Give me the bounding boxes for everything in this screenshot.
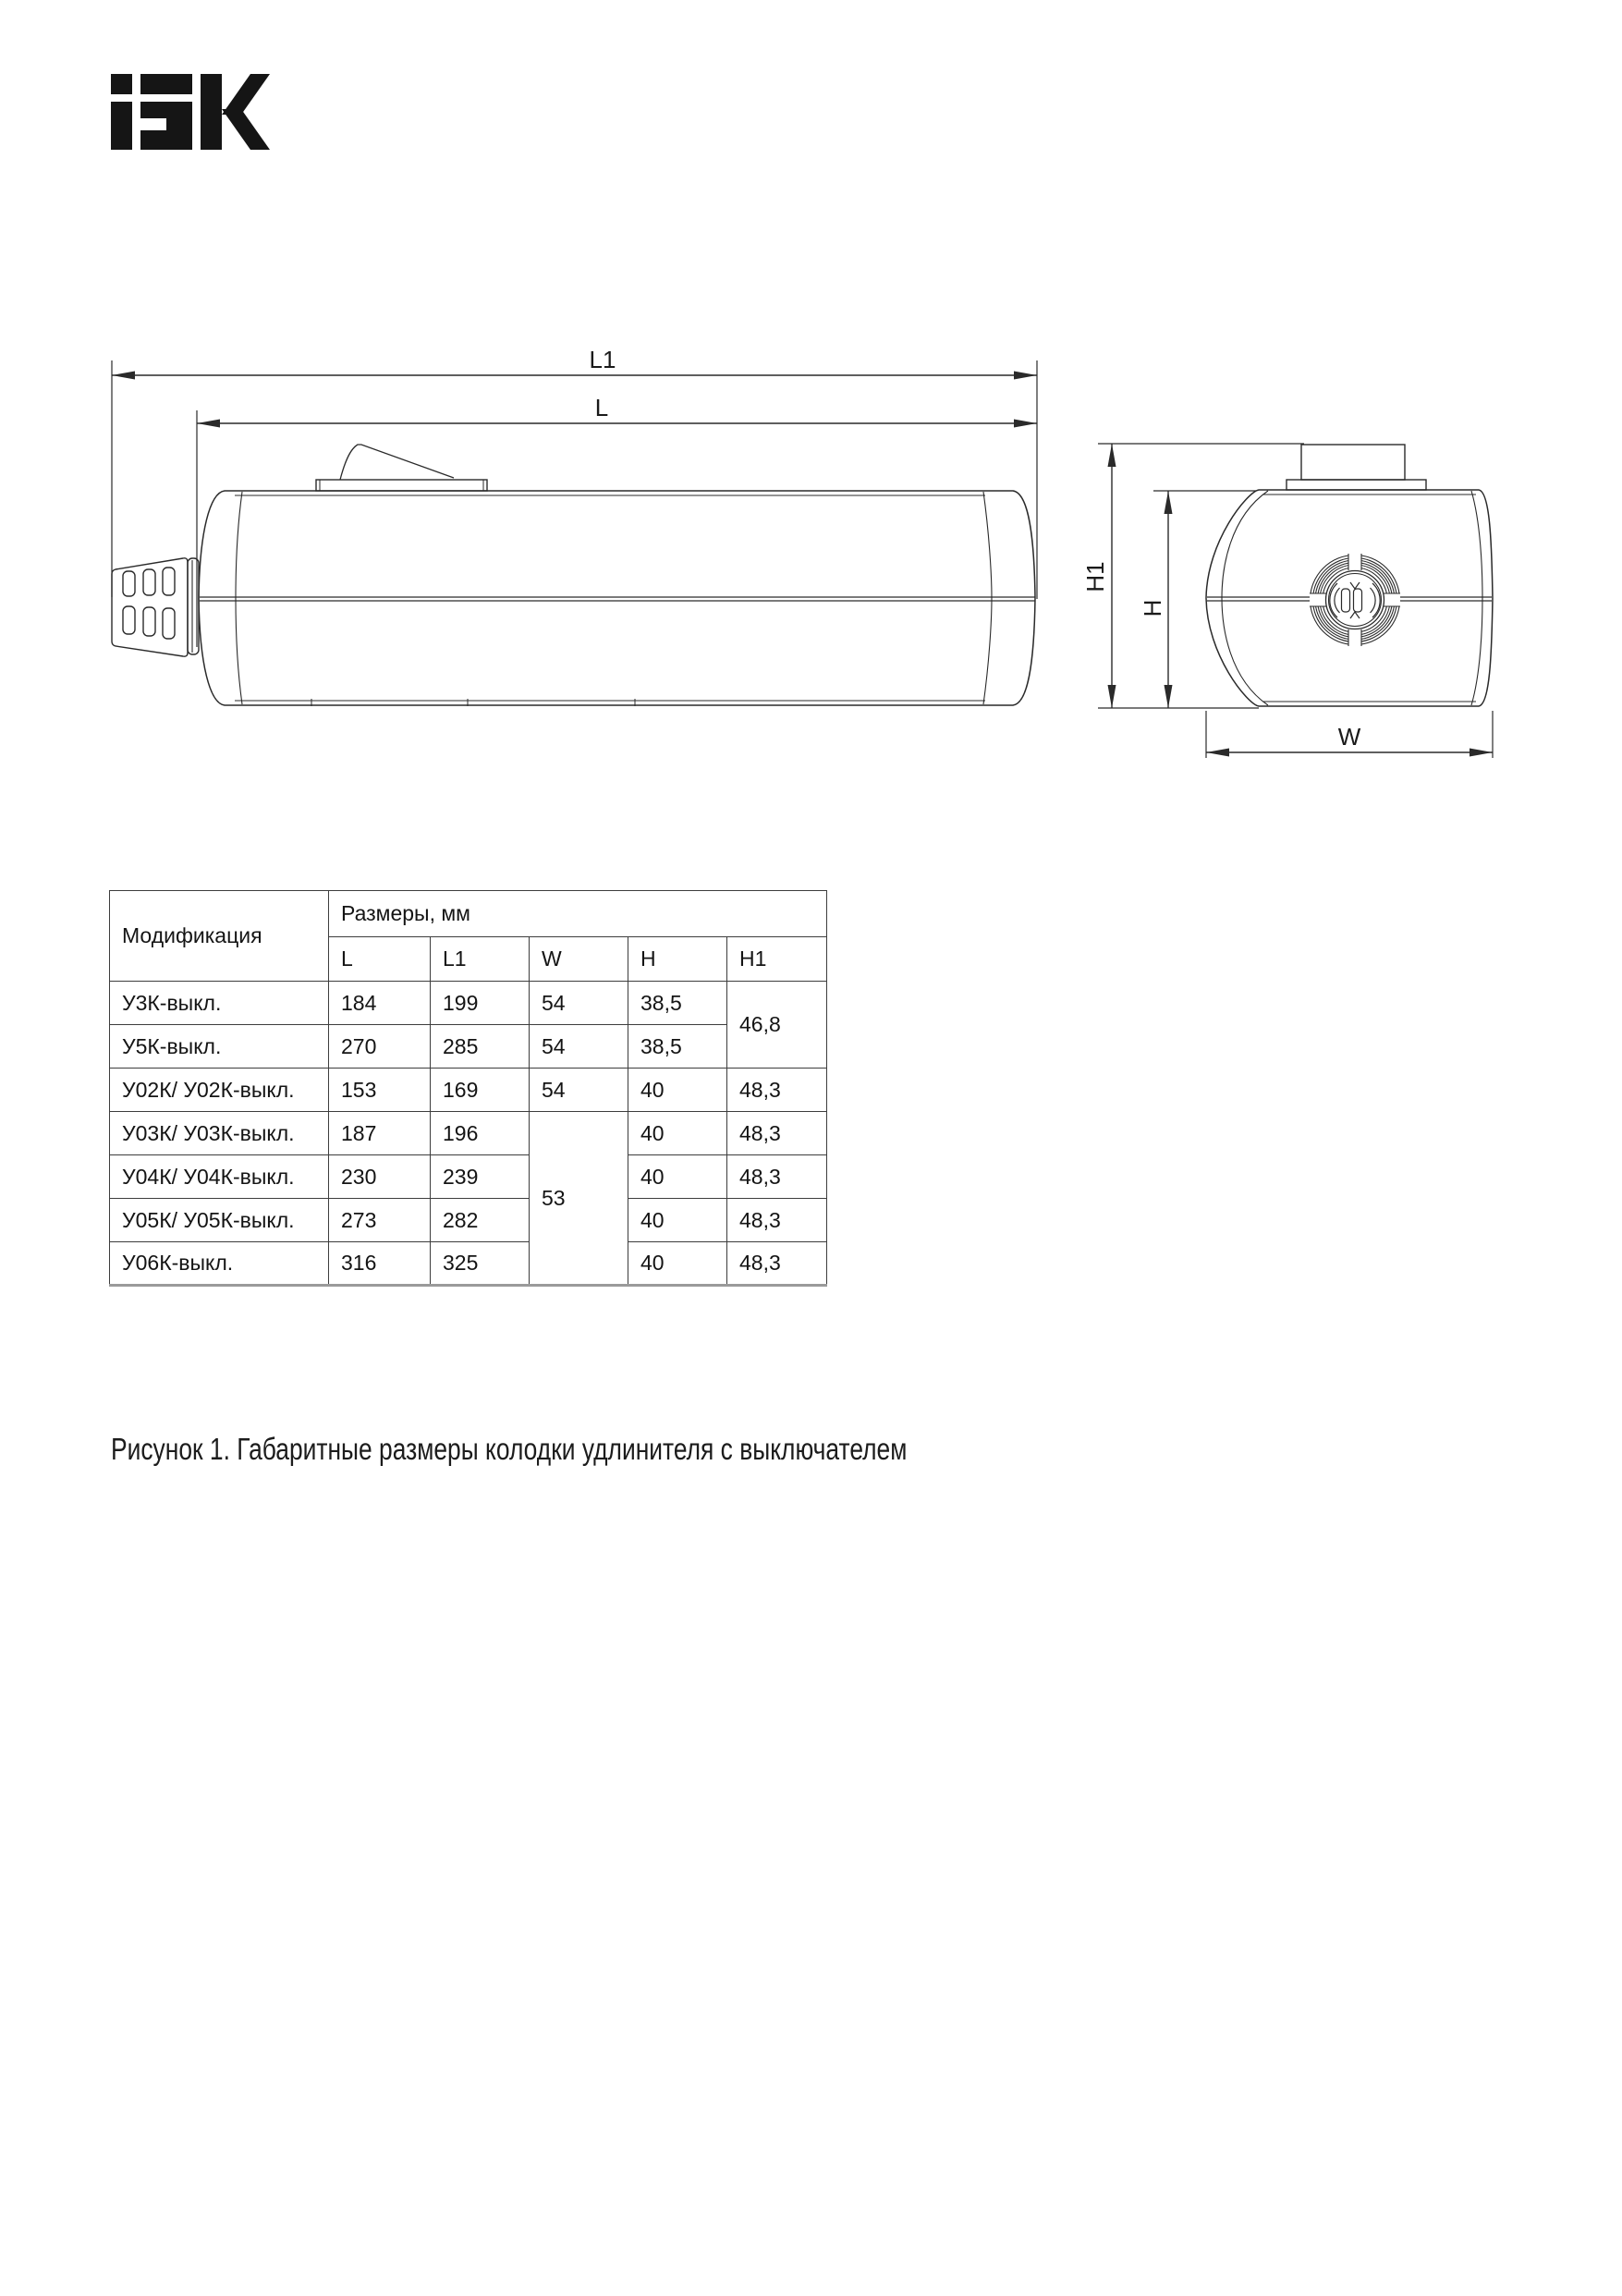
cell-h: 40: [628, 1155, 727, 1199]
header-h: H: [628, 937, 727, 982]
cell-w-merged: 53: [530, 1112, 628, 1286]
dim-label-h1: H1: [1081, 561, 1109, 592]
cell-name: У3К-выкл.: [110, 982, 329, 1025]
cell-h1: 48,3: [727, 1155, 827, 1199]
cell-name: У5К-выкл.: [110, 1025, 329, 1069]
header-h1: H1: [727, 937, 827, 982]
header-l1: L1: [431, 937, 530, 982]
dim-line-h: [1165, 491, 1173, 708]
dimension-labels: [590, 346, 1361, 751]
cell-l1: 285: [431, 1025, 530, 1069]
header-l: L: [329, 937, 431, 982]
cell-l: 273: [329, 1199, 431, 1242]
cell-h1: 48,3: [727, 1242, 827, 1286]
dimensions-table: [109, 890, 827, 1287]
table-row-u04k: [110, 1155, 827, 1199]
dim-label-l: L: [594, 394, 609, 421]
header-w: W: [530, 937, 628, 982]
header-modification: Модификация: [110, 891, 329, 982]
cell-l1: 169: [431, 1069, 530, 1112]
cell-h1: 48,3: [727, 1112, 827, 1155]
cell-h1: 48,3: [727, 1069, 827, 1112]
iek-logo-icon: [111, 74, 270, 150]
cell-h: 40: [628, 1069, 727, 1112]
cell-h: 40: [628, 1242, 727, 1286]
cell-h1-merged: 46,8: [727, 982, 827, 1069]
table-header-row-1: [110, 891, 827, 937]
socket-face: [1310, 554, 1400, 646]
table-row-u02k: [110, 1069, 827, 1112]
plug-pins: [1330, 582, 1380, 618]
cell-name: У05К/ У05К-выкл.: [110, 1199, 329, 1242]
cell-l: 153: [329, 1069, 431, 1112]
cell-h: 40: [628, 1112, 727, 1155]
cell-name: У02К/ У02К-выкл.: [110, 1069, 329, 1112]
table-row-u3k: [110, 982, 827, 1025]
table-row-u03k: [110, 1112, 827, 1155]
dim-label-l1: L1: [589, 346, 616, 373]
cell-w: 54: [530, 1069, 628, 1112]
cell-name: У04К/ У04К-выкл.: [110, 1155, 329, 1199]
cell-l1: 196: [431, 1112, 530, 1155]
strip-body-side: [199, 491, 1035, 706]
cell-l: 187: [329, 1112, 431, 1155]
cell-l1: 239: [431, 1155, 530, 1199]
dim-label-w: W: [1337, 723, 1361, 751]
cell-h: 40: [628, 1199, 727, 1242]
rocker-switch-end: [1287, 445, 1426, 490]
cable-gland: [112, 558, 199, 656]
header-sizes-group: Размеры, мм: [329, 891, 827, 937]
cell-l1: 282: [431, 1199, 530, 1242]
side-view-drawing: [112, 360, 1037, 706]
dim-line-l: [197, 420, 1037, 428]
cell-l1: 199: [431, 982, 530, 1025]
cell-h1: 48,3: [727, 1199, 827, 1242]
table-row-u06k: [110, 1242, 827, 1286]
cell-h: 38,5: [628, 982, 727, 1025]
dim-line-l1: [112, 372, 1037, 380]
cell-l: 230: [329, 1155, 431, 1199]
cell-w: 54: [530, 982, 628, 1025]
figure-caption: Рисунок 1. Габаритные размеры колодки удлинителя с выключателем: [111, 1432, 908, 1466]
table-row-u5k: [110, 1025, 827, 1069]
cell-name: У03К/ У03К-выкл.: [110, 1112, 329, 1155]
dim-label-h: H: [1139, 599, 1166, 617]
cell-l1: 325: [431, 1242, 530, 1286]
cell-w: 54: [530, 1025, 628, 1069]
cell-h: 38,5: [628, 1025, 727, 1069]
rocker-switch-side: [316, 445, 487, 491]
extension-lines-side: [112, 360, 1037, 647]
table-row-u05k: [110, 1199, 827, 1242]
cell-name: У06К-выкл.: [110, 1242, 329, 1286]
cell-l: 270: [329, 1025, 431, 1069]
cell-l: 316: [329, 1242, 431, 1286]
cell-l: 184: [329, 982, 431, 1025]
